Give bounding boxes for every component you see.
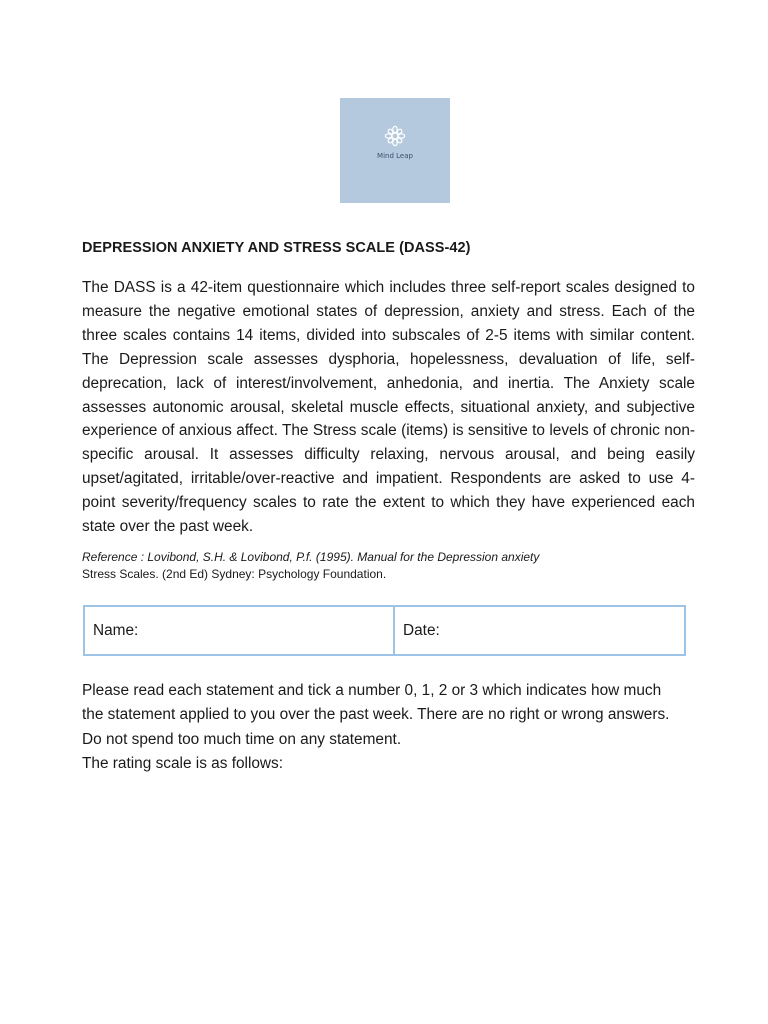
name-date-table: [83, 605, 686, 656]
page-title: DEPRESSION ANXIETY AND STRESS SCALE (DASS-42): [82, 240, 471, 256]
date-field[interactable]: [395, 607, 684, 654]
logo: [340, 98, 450, 203]
name-field[interactable]: [85, 607, 395, 654]
reference-line-2: Stress Scales. (2nd Ed) Sydney: Psychology Foundation.: [82, 567, 387, 581]
flower-icon: [384, 125, 406, 147]
name-label: Name:: [93, 621, 139, 639]
reference-line-1: Reference : Lovibond, S.H. & Lovibond, P.f. (1995). Manual for the Depression anxiety: [82, 550, 540, 564]
date-label: Date:: [403, 621, 440, 639]
instructions-text: Please read each statement and tick a number 0, 1, 2 or 3 which indicates how much the statement applied to you over the past week. There are no right or wrong answers. Do not spend too much time on any statement.: [82, 682, 670, 748]
logo-name: Mind Leap: [377, 152, 413, 160]
intro-paragraph: The DASS is a 42-item questionnaire which includes three self-report scales designed to measure the negative emotional states of depression, anxiety and stress. Each of the three scales contains 14 items, divided into subscales of 2-5 items with similar content. The Depression scale assesses dysphoria, hopelessness, devaluation of life, self-deprecation, lack of interest/involvement, anhedonia, and inertia. The Anxiety scale assesses autonomic arousal, skeletal muscle effects, situational anxiety, and subjective experience of anxious affect. The Stress scale (items) is sensitive to levels of chronic non-specific arousal. It assesses difficulty relaxing, nervous arousal, and being easily upset/agitated, irritable/over-reactive and impatient. Respondents are asked to use 4-point severity/frequency scales to rate the extent to which they have experienced each state over the past week.: [82, 279, 695, 536]
instructions: [82, 679, 682, 776]
reference-citation: [82, 549, 702, 583]
rating-scale-intro: The rating scale is as follows:: [82, 754, 284, 772]
